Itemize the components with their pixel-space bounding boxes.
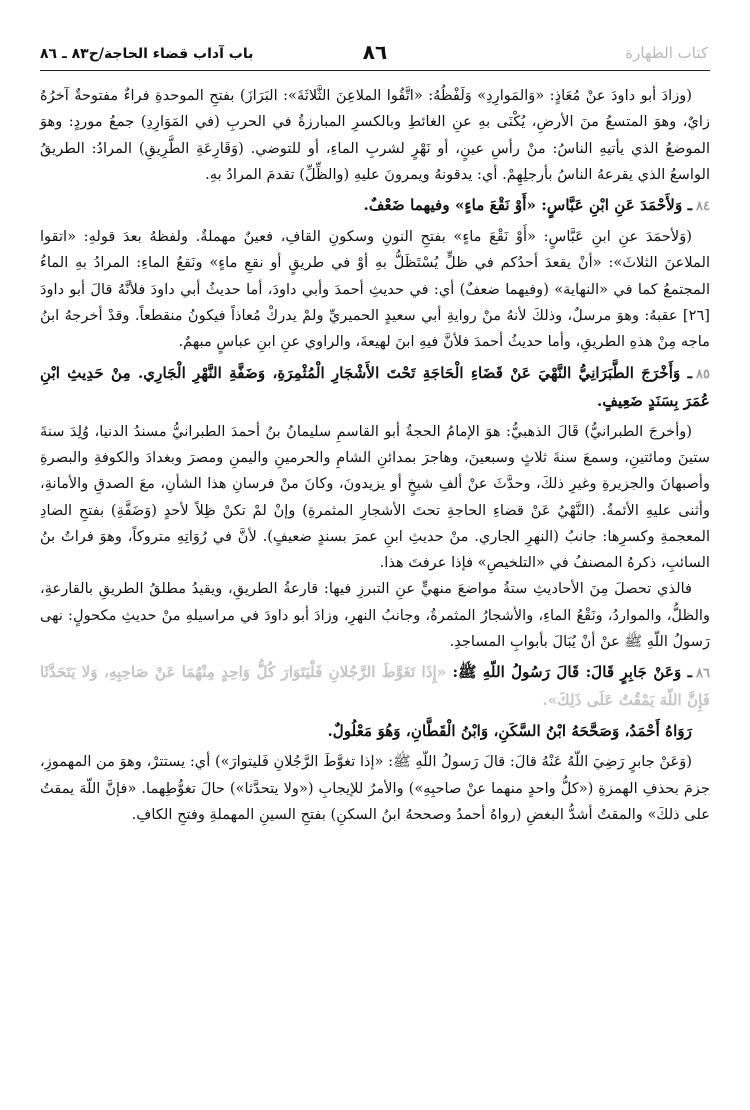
hadith-number: ٨٥ — [696, 366, 710, 382]
chapter-title: باب آداب قضاء الحاجة/ح٨٣ ـ ٨٦ — [40, 46, 254, 62]
commentary-paragraph — [40, 83, 710, 188]
commentary-paragraph — [40, 749, 710, 828]
hadith-number: ٨٤ — [696, 199, 710, 215]
hadith-text: ـ وَأَخْرَجَ الطَّبَرَانِيُّ النَّهْيَ عَنْ قَضَاءِ الْحَاجَةِ تَحْتَ الأَشْجَارِ الْمُثْمِرَةِ، وَضَفَّةِ النَّهْرِ الْجَارِي. مِنْ حَدِيثِ ابْنِ عُمَرَ بِسَنَدٍ ضَعِيفٍ. — [40, 363, 710, 410]
paragraph-text: فالذي تحصلَ مِنَ الأحاديثِ ستةُ مواضعَ منهيٍّ عنِ التبرزِ فيها: قارعةُ الطريقِ، ويقيدُ مطلقُ الطريقِ بالقارعةِ، والظلُّ، والمواردُ، ونَقْعُ الماءِ، والأشجارُ المثمرةُ، وجانبُ النهرِ، وزادَ أبو داودَ في مراسيلهِ منْ حديثِ مكحولٍ: نهى رَسولُ اللّهِ ﷺ عنْ أنْ يُبَالَ بأبوابِ المساجدِ. — [40, 580, 710, 651]
page-number: ٨٦ — [362, 40, 388, 64]
hadith-source-text: رَوَاهُ أَحْمَدُ، وَصَحَّحَهُ ابْنُ السَّكَنِ، وَابْنُ الْقَطَّانِ، وَهُوَ مَعْلُولٌ. — [327, 722, 692, 741]
book-title: كتاب الطهارة — [625, 44, 708, 62]
page-body — [40, 83, 710, 828]
hadith-paragraph-faded — [40, 659, 710, 714]
hadith-text: ـ وَلأَحْمَدَ عَنِ ابْنِ عَبَّاسٍ: «أَوْ نَقْعَ ماءٍ» وفيهما ضَعْفٌ. — [363, 196, 693, 215]
commentary-paragraph — [40, 224, 710, 355]
commentary-paragraph — [40, 576, 710, 655]
hadith-source — [40, 718, 710, 745]
paragraph-text: (وزادَ أبو داودَ عنْ مُعَاذٍ: «وَالمَوارِدِ» وَلَفْظُهُ: «اتَّقُوا الملاعِنَ الثَّلاثَةَ»: البَرَازَ) بفتحِ الموحدةِ فراءٌ مفتوحةٌ آخرُهُ زايٌ، وهوَ المتسعُ منَ الأرضِ، يُكْنَى بهِ عنِ الغائطِ وبالكسرِ المبارزةُ في الحربِ (في المَوَارِدِ) جمعُ موردٍ: وهوَ الموضعُ الذي يأتيهِ الناسُ: منْ رأسِ عينٍ، أو نَهْرٍ لشربِ الماءِ، أو للتوضي. (وَقَارِعَةِ الطَّرِيقِ) المرادُ: الطريقُ الواسعُ الذي يقرعهُ الناسُ بأرجلِهِمْ. أي: يدقونهُ ويمرونَ عليهِ (والظِّلِّ) تقدمَ المرادُ بهِ. — [40, 87, 710, 183]
hadith-paragraph — [40, 192, 710, 220]
hadith-paragraph — [40, 360, 710, 415]
paragraph-text: (وَلأحمَدَ عنِ ابنِ عَبَّاسٍ: «أَوْ نَقْعَ ماءٍ» بفتحِ النونِ وسكونِ القافِ، فعينٌ مهملةٌ. ولفظهُ بعدَ قولهِ: «اتقوا الملاعنَ الثلاثَ»: «أنْ يقعدَ أحدُكم في ظلٍّ يُسْتَظَلُّ بهِ أوْ في طريقٍ أو نقعِ ماءٍ» ونَقعُ الماءِ: المرادُ بهِ الماءُ المجتمعُ كما في «النهاية» (وفيهما ضعفٌ) أي: في حديثِ أحمدَ وأبي داودَ، أما حديثُ أبي داودَ فلأنَّهُ قالَ أبو داودَ [٢٦] عقبهُ: وهوَ مرسلٌ، وذلكَ لأنهُ منْ روايةِ أبي سعيدٍ الحميريِّ ولمْ يدركْ مُعاذاً فيكونُ منقطعاً. وقدْ أخرجهُ ابنُ ماجه مِنْ هذهِ الطريقِ، وأما حديثُ أحمدَ فلأنَّ فيهِ ابنَ لهيعةَ، والراوي عنِ ابنِ عباسٍ مبهمٌ. — [40, 228, 710, 351]
paragraph-text: (وَعَنْ جابرٍ رَضِيَ اللّهُ عَنْهُ قالَ: قالَ رَسولُ اللّهِ ﷺ: «إذا تغوَّطَ الرَّجُلانِ فَليتوارَ») أي: يستترْ، وهوَ من المهموزِ، جزمَ بحذفِ الهمزةِ («كلُّ واحدٍ منهما عنْ صاحبِهِ») والأمرُ للإيجابِ («ولا يتحدَّثا») حالَ تغوُّطِهما. «فإنَّ اللّهَ يمقتُ على ذلكَ» والمقتُ أشدُّ البغضِ (رواهُ أحمدُ وصححهُ ابنُ السكنِ) بفتحِ السينِ المهملةِ وفتحِ الكافِ. — [40, 753, 710, 823]
commentary-paragraph — [40, 419, 710, 577]
hadith-number: ٨٦ — [696, 666, 711, 682]
hadith-lead: ـ وَعَنْ جَابِرٍ قَالَ: قَالَ رَسُولُ اللّهِ ﷺ: — [452, 663, 693, 682]
paragraph-text: (وأخرجَ الطبرانيُّ) قَالَ الذهبيُّ: هوَ الإمامُ الحجةُ أبو القاسمِ سليمانُ بنُ أحمدَ الطبرانيُّ مسندُ الدنيا، وُلِدَ سنةَ ستينَ ومائتينِ، وسمعَ سنةَ ثلاثٍ وسبعينَ، وهاجرَ بمدائنِ الشامِ والحرمينِ واليمنِ ومصرَ وبغدادَ والكوفةِ والبصرةِ وأصبهانَ والجزيرةِ وغيرِ ذلكَ، وحدَّثَ عنْ ألفِ شيخٍ أو يزيدونَ، وكانَ منْ فرسانِ هذا الشأنِ، معَ الصدقِ والأمانةِ، وأثنى عليهِ الأئمةُ. (النَّهْيُ عَنْ قضاءِ الحاجةِ تحتَ الأشجارِ المثمرةِ) وإنْ لمْ تكنْ ظِلاً لأحدٍ (وَضَفَّةِ) بفتحِ الضادِ المعجمةِ وكسرِها: جانبُ (النهرِ الجاري. منْ حديثِ ابنِ عمرَ بسندٍ ضعيفٍ). لأنَّ في رُوَاتِهِ متروكاً، وهوَ فراتُ بنُ السائبِ، ذكرهُ المصنفُ في «التلخيصِ» فإذا عرفتَ هذا. — [40, 422, 710, 572]
page-header — [40, 40, 710, 71]
hadith-text: «إِذَا تَغَوَّطَ الرَّجُلانِ فَلْيَتَوَارَ كُلُّ وَاحِدٍ مِنْهُمَا عَنْ صَاحِبِهِ، وَلا يَتَحَدَّثَا فَإِنَّ اللّهَ يَمْقُتُ عَلَى ذَلِكَ». — [40, 663, 710, 710]
